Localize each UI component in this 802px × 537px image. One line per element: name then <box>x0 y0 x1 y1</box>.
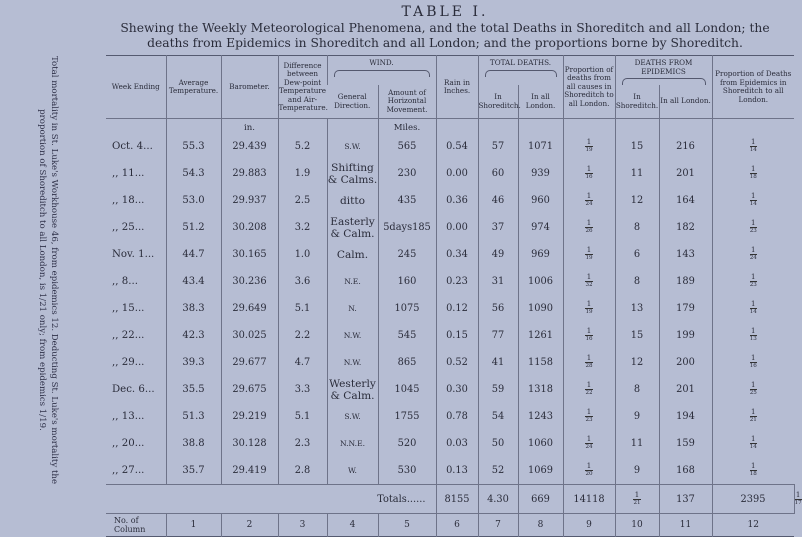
proportion-all-cell <box>563 268 615 295</box>
temp-cell: 38.3 <box>166 295 221 322</box>
proportion-epidemics-cell <box>712 214 794 241</box>
epidemics-shoreditch-cell: 15 <box>615 322 659 349</box>
rain-cell: 0.30 <box>436 376 478 403</box>
epidemics-shoreditch-cell: 12 <box>615 349 659 376</box>
barometer-cell: 29.419 <box>221 457 278 485</box>
table-row <box>106 295 794 322</box>
table-row <box>106 322 794 349</box>
temp-cell: 44.7 <box>166 241 221 268</box>
week-ending-cell: ,, 20... <box>112 438 145 449</box>
rain-cell: 0.00 <box>436 214 478 241</box>
totals-deaths-london: 14118 <box>563 485 615 514</box>
proportion-all-cell <box>563 160 615 187</box>
epidemics-london-cell: 201 <box>659 160 712 187</box>
barometer-cell: 30.236 <box>221 268 278 295</box>
temp-cell: 53.0 <box>166 187 221 214</box>
fraction: $\frac{1}{24}$ <box>585 435 593 450</box>
header-ep-london: In all London. <box>659 85 712 119</box>
fraction: $\frac{1}{13}$ <box>749 327 757 342</box>
proportion-epidemics-cell <box>712 376 794 403</box>
table-row <box>106 376 794 403</box>
deaths-london-cell: 1006 <box>518 268 563 295</box>
proportion-all-cell <box>563 187 615 214</box>
column-numbers-label: No. of Column <box>106 514 166 537</box>
proportion-all-cell <box>563 457 615 485</box>
difference-cell: 5.1 <box>278 295 327 322</box>
deaths-shoreditch-cell: 56 <box>478 295 518 322</box>
header-proportion-epidemics: Proportion of Deaths from Epidemics in Shoreditch to all London. <box>712 56 794 119</box>
week-ending-cell: ,, 13... <box>112 411 145 422</box>
deaths-shoreditch-cell: 41 <box>478 349 518 376</box>
proportion-epidemics-cell <box>712 349 794 376</box>
temp-cell: 38.8 <box>166 430 221 457</box>
fraction: $\frac{1}{24}$ <box>749 246 757 261</box>
column-number: 3 <box>278 514 327 537</box>
header-rain: Rain in Inches. <box>436 56 478 119</box>
difference-cell: 5.1 <box>278 403 327 430</box>
wind-movement-cell: 245 <box>378 241 436 268</box>
epidemics-shoreditch-cell: 6 <box>615 241 659 268</box>
fraction: $\frac{1}{17}$ <box>794 490 802 506</box>
wind-direction-cell: N. <box>327 295 378 322</box>
deaths-london-cell: 1090 <box>518 295 563 322</box>
wind-movement-cell: 530 <box>378 457 436 485</box>
week-ending-cell: ,, 15... <box>112 303 145 314</box>
deaths-london-cell: 1261 <box>518 322 563 349</box>
difference-cell: 1.9 <box>278 160 327 187</box>
unit-movement: Miles. <box>378 119 436 134</box>
column-number: 6 <box>436 514 478 537</box>
epidemics-london-cell: 182 <box>659 214 712 241</box>
temp-cell: 51.2 <box>166 214 221 241</box>
units-row <box>106 119 794 134</box>
wind-direction-cell: Easterly & Calm. <box>327 214 378 241</box>
barometer-cell: 29.677 <box>221 349 278 376</box>
header-ep-shoreditch: In Shoreditch. <box>615 85 659 119</box>
fraction: $\frac{1}{26}$ <box>585 219 593 234</box>
totals-rain: 4.30 <box>478 485 518 514</box>
header-proportion-all: Proportion of deaths from all causes in Shoreditch to all London. <box>563 56 615 119</box>
wind-direction-cell: Calm. <box>327 241 378 268</box>
fraction: $\frac{1}{23}$ <box>749 219 757 234</box>
rain-cell: 0.36 <box>436 187 478 214</box>
epidemics-london-cell: 168 <box>659 457 712 485</box>
wind-direction-cell: N.E. <box>327 268 378 295</box>
difference-cell: 2.2 <box>278 322 327 349</box>
deaths-shoreditch-cell: 50 <box>478 430 518 457</box>
barometer-cell: 29.675 <box>221 376 278 403</box>
proportion-all-cell <box>563 295 615 322</box>
deaths-shoreditch-cell: 52 <box>478 457 518 485</box>
barometer-cell: 29.649 <box>221 295 278 322</box>
rain-cell: 0.23 <box>436 268 478 295</box>
proportion-epidemics-cell <box>712 430 794 457</box>
difference-cell: 2.8 <box>278 457 327 485</box>
temp-cell: 42.3 <box>166 322 221 349</box>
deaths-london-cell: 1158 <box>518 349 563 376</box>
week-ending-cell: ,, 11... <box>112 168 145 179</box>
deaths-shoreditch-cell: 46 <box>478 187 518 214</box>
fraction: $\frac{1}{32}$ <box>585 273 593 288</box>
difference-cell: 2.3 <box>278 430 327 457</box>
fraction: $\frac{1}{20}$ <box>585 462 593 477</box>
wind-movement-cell: 1045 <box>378 376 436 403</box>
barometer-cell: 30.025 <box>221 322 278 349</box>
difference-cell: 5.2 <box>278 133 327 160</box>
totals-row <box>106 485 794 514</box>
epidemics-london-cell: 159 <box>659 430 712 457</box>
deaths-london-cell: 939 <box>518 160 563 187</box>
temp-cell: 35.7 <box>166 457 221 485</box>
fraction: $\frac{1}{14}$ <box>749 138 757 153</box>
temp-cell: 39.3 <box>166 349 221 376</box>
fraction: $\frac{1}{23}$ <box>585 408 593 423</box>
deaths-shoreditch-cell: 49 <box>478 241 518 268</box>
epidemics-shoreditch-cell: 9 <box>615 457 659 485</box>
barometer-cell: 30.165 <box>221 241 278 268</box>
fraction: $\frac{1}{22}$ <box>585 381 593 396</box>
header-total-deaths: TOTAL DEATHS. <box>478 56 563 86</box>
totals-deaths-shoreditch: 669 <box>518 485 563 514</box>
totals-epidemics-london: 2395 <box>712 485 794 514</box>
rain-cell: 0.34 <box>436 241 478 268</box>
wind-direction-cell: N.W. <box>327 349 378 376</box>
column-number: 10 <box>615 514 659 537</box>
deaths-shoreditch-cell: 60 <box>478 160 518 187</box>
wind-movement-cell: 545 <box>378 322 436 349</box>
table-row <box>106 403 794 430</box>
table-subtitle: Shewing the Weekly Meteorological Phenomena, and the total Deaths in Shoreditch and all London; the deaths from Epidemics in Shoreditch and all London; and the proportions borne by Shoreditch. <box>120 21 770 50</box>
wind-movement-cell: 1755 <box>378 403 436 430</box>
fraction: $\frac{1}{21}$ <box>749 408 757 423</box>
proportion-all-cell <box>563 133 615 160</box>
deaths-shoreditch-cell: 59 <box>478 376 518 403</box>
wind-direction-cell: Westerly & Calm. <box>327 376 378 403</box>
rain-cell: 0.03 <box>436 430 478 457</box>
table-row <box>106 457 794 485</box>
fraction: $\frac{1}{16}$ <box>585 327 593 342</box>
unit-barometer: in. <box>221 119 278 134</box>
week-ending-cell: ,, 8... <box>112 276 138 287</box>
proportion-all-cell <box>563 322 615 349</box>
rain-cell: 0.54 <box>436 133 478 160</box>
totals-label: Totals...... <box>106 485 436 514</box>
week-ending-cell: Dec. 6... <box>112 384 155 395</box>
wind-movement-cell: 520 <box>378 430 436 457</box>
totals-movement: 8155 <box>436 485 478 514</box>
column-number: 8 <box>518 514 563 537</box>
column-number: 9 <box>563 514 615 537</box>
epidemics-shoreditch-cell: 13 <box>615 295 659 322</box>
fraction: $\frac{1}{25}$ <box>749 381 757 396</box>
column-number: 7 <box>478 514 518 537</box>
column-number: 5 <box>378 514 436 537</box>
proportion-all-cell <box>563 403 615 430</box>
deaths-shoreditch-cell: 57 <box>478 133 518 160</box>
header-barometer: Barometer. <box>221 56 278 119</box>
epidemics-shoreditch-cell: 15 <box>615 133 659 160</box>
epidemics-shoreditch-cell: 8 <box>615 214 659 241</box>
header-epidemics: DEATHS FROM EPIDEMICS <box>615 56 712 86</box>
wind-direction-cell: N.N.E. <box>327 430 378 457</box>
difference-cell: 4.7 <box>278 349 327 376</box>
barometer-cell: 30.208 <box>221 214 278 241</box>
deaths-london-cell: 1318 <box>518 376 563 403</box>
proportion-epidemics-cell <box>712 133 794 160</box>
table-row <box>106 160 794 187</box>
column-number: 1 <box>166 514 221 537</box>
fraction: $\frac{1}{19}$ <box>585 138 593 153</box>
wind-movement-cell: 160 <box>378 268 436 295</box>
epidemics-london-cell: 201 <box>659 376 712 403</box>
header-week-ending: Week Ending <box>106 56 166 119</box>
header-td-london: In all London. <box>518 85 563 119</box>
rain-cell: 0.12 <box>436 295 478 322</box>
table-row <box>106 241 794 268</box>
header-td-shoreditch: In Shoreditch. <box>478 85 518 119</box>
temp-cell: 43.4 <box>166 268 221 295</box>
epidemics-london-cell: 143 <box>659 241 712 268</box>
deaths-shoreditch-cell: 37 <box>478 214 518 241</box>
epidemics-london-cell: 179 <box>659 295 712 322</box>
deaths-london-cell: 1071 <box>518 133 563 160</box>
wind-direction-cell: W. <box>327 457 378 485</box>
fraction: $\frac{1}{14}$ <box>749 435 757 450</box>
side-note-text: Total mortality in St. Luke's Workhouse 46, from epidemics 12. Deducting St. Luke's mortality the proportion of Shoreditch to all London, is 1/21 only; from epidemics 1/19. <box>37 55 59 485</box>
proportion-all-cell <box>563 349 615 376</box>
column-numbers-row <box>106 514 794 537</box>
week-ending-cell: ,, 25... <box>112 222 145 233</box>
fraction: $\frac{1}{19}$ <box>585 300 593 315</box>
rain-cell: 0.13 <box>436 457 478 485</box>
deaths-london-cell: 969 <box>518 241 563 268</box>
epidemics-london-cell: 189 <box>659 268 712 295</box>
column-number: 2 <box>221 514 278 537</box>
deaths-london-cell: 1243 <box>518 403 563 430</box>
deaths-shoreditch-cell: 31 <box>478 268 518 295</box>
proportion-epidemics-cell <box>712 160 794 187</box>
table-row <box>106 349 794 376</box>
barometer-cell: 30.128 <box>221 430 278 457</box>
barometer-cell: 29.937 <box>221 187 278 214</box>
difference-cell: 3.3 <box>278 376 327 403</box>
header-difference: Difference between Dew-point Temperature and Air-Temperature. <box>278 56 327 119</box>
header-wind: WIND. <box>327 56 436 86</box>
proportion-epidemics-cell <box>712 322 794 349</box>
proportion-all-cell <box>563 214 615 241</box>
fraction: $\frac{1}{23}$ <box>749 273 757 288</box>
rain-cell: 0.00 <box>436 160 478 187</box>
difference-cell: 3.2 <box>278 214 327 241</box>
rain-cell: 0.78 <box>436 403 478 430</box>
week-ending-cell: Nov. 1... <box>112 249 155 260</box>
proportion-epidemics-cell <box>712 295 794 322</box>
week-ending-cell: ,, 18... <box>112 195 145 206</box>
wind-direction-cell: Shifting & Calms. <box>327 161 378 186</box>
epidemics-shoreditch-cell: 9 <box>615 403 659 430</box>
table-row <box>106 268 794 295</box>
column-number: 12 <box>712 514 794 537</box>
proportion-all-cell <box>563 430 615 457</box>
header-avg-temp: Average Temperature. <box>166 56 221 119</box>
proportion-epidemics-cell <box>712 268 794 295</box>
epidemics-london-cell: 164 <box>659 187 712 214</box>
deaths-shoreditch-cell: 77 <box>478 322 518 349</box>
wind-movement-cell: 5days185 <box>378 214 436 241</box>
proportion-epidemics-cell <box>712 187 794 214</box>
epidemics-shoreditch-cell: 11 <box>615 160 659 187</box>
header-wind-direction: General Direction. <box>327 85 378 119</box>
temp-cell: 35.5 <box>166 376 221 403</box>
difference-cell: 2.5 <box>278 187 327 214</box>
week-ending-cell: Oct. 4... <box>112 141 153 152</box>
temp-cell: 55.3 <box>166 133 221 160</box>
table-row <box>106 430 794 457</box>
fraction: $\frac{1}{14}$ <box>749 300 757 315</box>
proportion-all-cell <box>563 241 615 268</box>
fraction: $\frac{1}{19}$ <box>585 246 593 261</box>
temp-cell: 54.3 <box>166 160 221 187</box>
wind-movement-cell: 435 <box>378 187 436 214</box>
barometer-cell: 29.883 <box>221 160 278 187</box>
fraction: $\frac{1}{24}$ <box>585 192 593 207</box>
proportion-epidemics-cell <box>712 457 794 485</box>
rain-cell: 0.15 <box>436 322 478 349</box>
barometer-cell: 29.439 <box>221 133 278 160</box>
temp-cell: 51.3 <box>166 403 221 430</box>
table-row <box>106 214 794 241</box>
totals-proportion-all <box>615 485 659 514</box>
column-number: 11 <box>659 514 712 537</box>
week-ending-cell: ,, 27... <box>112 465 145 476</box>
week-ending-cell: ,, 29... <box>112 357 145 368</box>
deaths-london-cell: 1069 <box>518 457 563 485</box>
table-row <box>106 187 794 214</box>
epidemics-london-cell: 194 <box>659 403 712 430</box>
epidemics-shoreditch-cell: 8 <box>615 268 659 295</box>
epidemics-london-cell: 200 <box>659 349 712 376</box>
wind-direction-cell: S.W. <box>327 403 378 430</box>
proportion-all-cell <box>563 376 615 403</box>
epidemics-london-cell: 199 <box>659 322 712 349</box>
wind-direction-cell: S.W. <box>327 133 378 160</box>
totals-epidemics-shoreditch: 137 <box>659 485 712 514</box>
wind-direction-cell: ditto <box>327 187 378 214</box>
fraction: $\frac{1}{21}$ <box>633 490 641 506</box>
rain-cell: 0.52 <box>436 349 478 376</box>
epidemics-london-cell: 216 <box>659 133 712 160</box>
fraction: $\frac{1}{28}$ <box>585 354 593 369</box>
deaths-london-cell: 960 <box>518 187 563 214</box>
meteorological-table <box>106 55 802 537</box>
fraction: $\frac{1}{16}$ <box>749 354 757 369</box>
wind-direction-cell: N.W. <box>327 322 378 349</box>
deaths-london-cell: 974 <box>518 214 563 241</box>
epidemics-shoreditch-cell: 12 <box>615 187 659 214</box>
difference-cell: 1.0 <box>278 241 327 268</box>
deaths-shoreditch-cell: 54 <box>478 403 518 430</box>
wind-movement-cell: 865 <box>378 349 436 376</box>
epidemics-shoreditch-cell: 11 <box>615 430 659 457</box>
wind-movement-cell: 230 <box>378 160 436 187</box>
barometer-cell: 29.219 <box>221 403 278 430</box>
week-ending-cell: ,, 22... <box>112 330 145 341</box>
table-row <box>106 133 794 160</box>
header-wind-movement: Amount of Horizontal Movement. <box>378 85 436 119</box>
wind-movement-cell: 565 <box>378 133 436 160</box>
proportion-epidemics-cell <box>712 241 794 268</box>
fraction: $\frac{1}{14}$ <box>749 192 757 207</box>
wind-movement-cell: 1075 <box>378 295 436 322</box>
side-note <box>0 30 96 510</box>
proportion-epidemics-cell <box>712 403 794 430</box>
fraction: $\frac{1}{16}$ <box>585 165 593 180</box>
fraction: $\frac{1}{18}$ <box>749 462 757 477</box>
difference-cell: 3.6 <box>278 268 327 295</box>
table-title: TABLE I. <box>401 4 489 20</box>
epidemics-shoreditch-cell: 8 <box>615 376 659 403</box>
deaths-london-cell: 1060 <box>518 430 563 457</box>
column-number: 4 <box>327 514 378 537</box>
fraction: $\frac{1}{18}$ <box>749 165 757 180</box>
